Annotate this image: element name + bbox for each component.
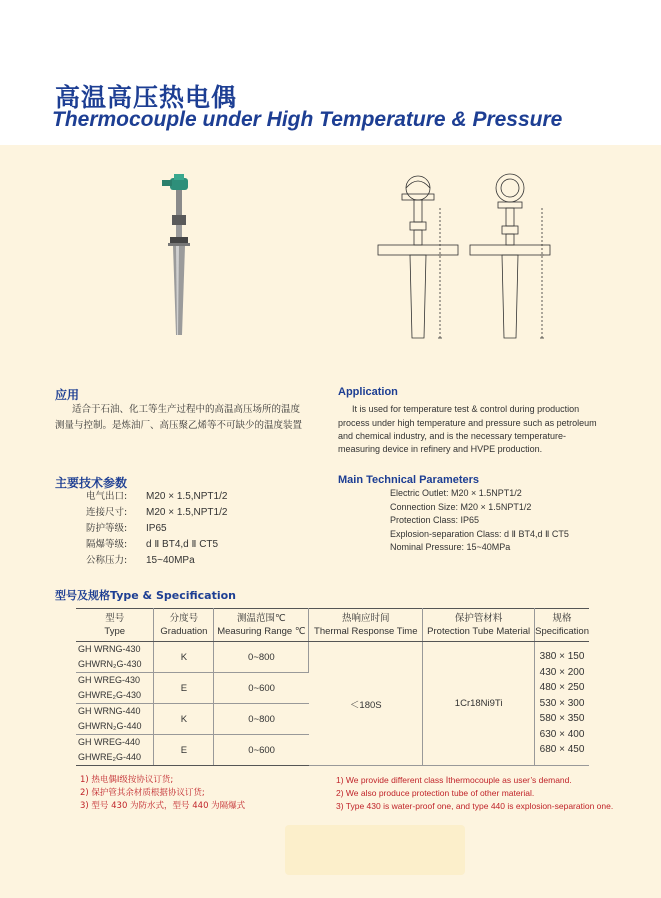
param-value: IP65 (146, 523, 167, 534)
param-en-item: Protection Class: IP65 (390, 515, 480, 525)
type-cell: GH WREG-440 GHWRE₂G-440 (76, 735, 154, 766)
header-response: 热响应时间 Thermal Response Time (309, 609, 423, 642)
application-title-cn: 应用 (55, 388, 80, 402)
param-value: M20 × 1.5,NPT1/2 (146, 507, 228, 518)
params-list-cn (86, 489, 227, 569)
graduation-cell: E (154, 735, 214, 766)
header-range: 测温范围℃ Measuring Range ℃ (214, 609, 309, 642)
specification-cell (535, 642, 589, 766)
note-item: 2) 保护管其余材质根据协议订货; (80, 788, 205, 798)
spec-title: 型号及规格Type & Specification (55, 589, 237, 602)
param-label: 隔爆等级: (86, 539, 128, 550)
param-value: M20 × 1.5,NPT1/2 (146, 491, 228, 502)
param-row (86, 553, 227, 569)
range-cell: 0~600 (214, 673, 309, 704)
graduation-cell: E (154, 673, 214, 704)
param-row (86, 537, 227, 553)
header-specification: 规格 Specification (535, 609, 589, 642)
header-type: 型号 Type (76, 609, 154, 642)
graduation-cell: K (154, 642, 214, 673)
spec-size: 530 × 300 (539, 697, 585, 709)
thermocouple-photo (150, 170, 210, 340)
type-cell: GH WRNG-440 GHWRN₂G-440 (76, 704, 154, 735)
note-item: 3) 型号 430 为防水式，型号 440 为隔爆式 (80, 801, 246, 811)
header-graduation: 分度号 Graduation (154, 609, 214, 642)
param-row (86, 505, 227, 521)
spec-size: 680 × 450 (539, 744, 585, 756)
spec-size: 630 × 400 (539, 728, 585, 740)
decorative-highlight (285, 825, 465, 875)
param-en-item: Connection Size: M20 × 1.5NPT1/2 (390, 501, 532, 512)
material-cell: 1Cr18Ni9Ti (423, 642, 535, 766)
params-title-en: Main Technical Parameters (338, 474, 480, 486)
param-label: 电气出口: (86, 491, 128, 502)
param-label: 公称压力: (86, 555, 128, 566)
application-text-cn-2: 测量与控制。是炼油厂、高压聚乙烯等不可缺少的温度装置 (55, 420, 303, 431)
title-chinese: 高温高压热电偶 (55, 83, 238, 112)
param-label: 连接尺寸: (86, 507, 128, 518)
dimension-drawings (370, 168, 570, 348)
params-title-cn: 主要技术参数 (55, 476, 128, 490)
range-cell: 0~800 (214, 642, 309, 673)
note-item: 3) Type 430 is water-proof one, and type 440 is explosion-separation one. (336, 801, 614, 811)
application-text-en-3: and chemical industry, and is the necessary temperature- (338, 431, 566, 441)
spec-size: 480 × 250 (539, 682, 585, 694)
application-text-en-4: measuring device in refinery and HVPE production. (338, 444, 543, 454)
application-text-en-2: process under high temperature and pressure such as petroleum (338, 418, 597, 428)
page-header (0, 0, 661, 145)
thermocouple-photo-shape (162, 174, 190, 335)
notes-chinese (80, 774, 245, 813)
spec-size: 380 × 150 (539, 651, 585, 663)
table-row (76, 642, 589, 673)
param-value: d Ⅱ BT4,d Ⅱ CT5 (146, 539, 219, 550)
spec-size: 580 × 350 (539, 713, 585, 725)
params-list-en (390, 487, 569, 555)
type-cell: GH WRNG-430 GHWRN₂G-430 (76, 642, 154, 673)
param-value: 15~40MPa (146, 555, 195, 566)
note-item: 1) 热电偶Ⅰ级按协议订货; (80, 775, 174, 785)
param-en-item: Explosion-separation Class: d Ⅱ BT4,d Ⅱ CT5 (390, 528, 569, 539)
spec-table (76, 608, 589, 766)
param-label: 防护等级: (86, 523, 128, 534)
spec-header-row (76, 609, 589, 642)
title-english: Thermocouple under High Temperature & Pressure (52, 108, 563, 131)
param-en-item: Electric Outlet: M20 × 1.5NPT1/2 (390, 488, 522, 498)
notes-english (336, 774, 613, 813)
application-text-cn-1: 适合于石油、化工等生产过程中的高温高压场所的温度 (72, 404, 301, 415)
response-time-cell: ＜180S (309, 642, 423, 766)
param-en-item: Nominal Pressure: 15~40MPa (390, 542, 511, 552)
application-title-en: Application (338, 386, 398, 398)
param-row (86, 521, 227, 537)
type-cell: GH WREG-430 GHWRE₂G-430 (76, 673, 154, 704)
range-cell: 0~600 (214, 735, 309, 766)
note-item: 1) We provide different class Ⅰthermocouple as user’s demand. (336, 775, 572, 785)
graduation-cell: K (154, 704, 214, 735)
application-text-en-1: It is used for temperature test & control during production (352, 404, 580, 414)
note-item: 2) We also produce protection tube of other material. (336, 788, 535, 798)
param-row (86, 489, 227, 505)
header-material: 保护管材料 Protection Tube Material (423, 609, 535, 642)
range-cell: 0~800 (214, 704, 309, 735)
spec-size: 430 × 200 (539, 666, 585, 678)
